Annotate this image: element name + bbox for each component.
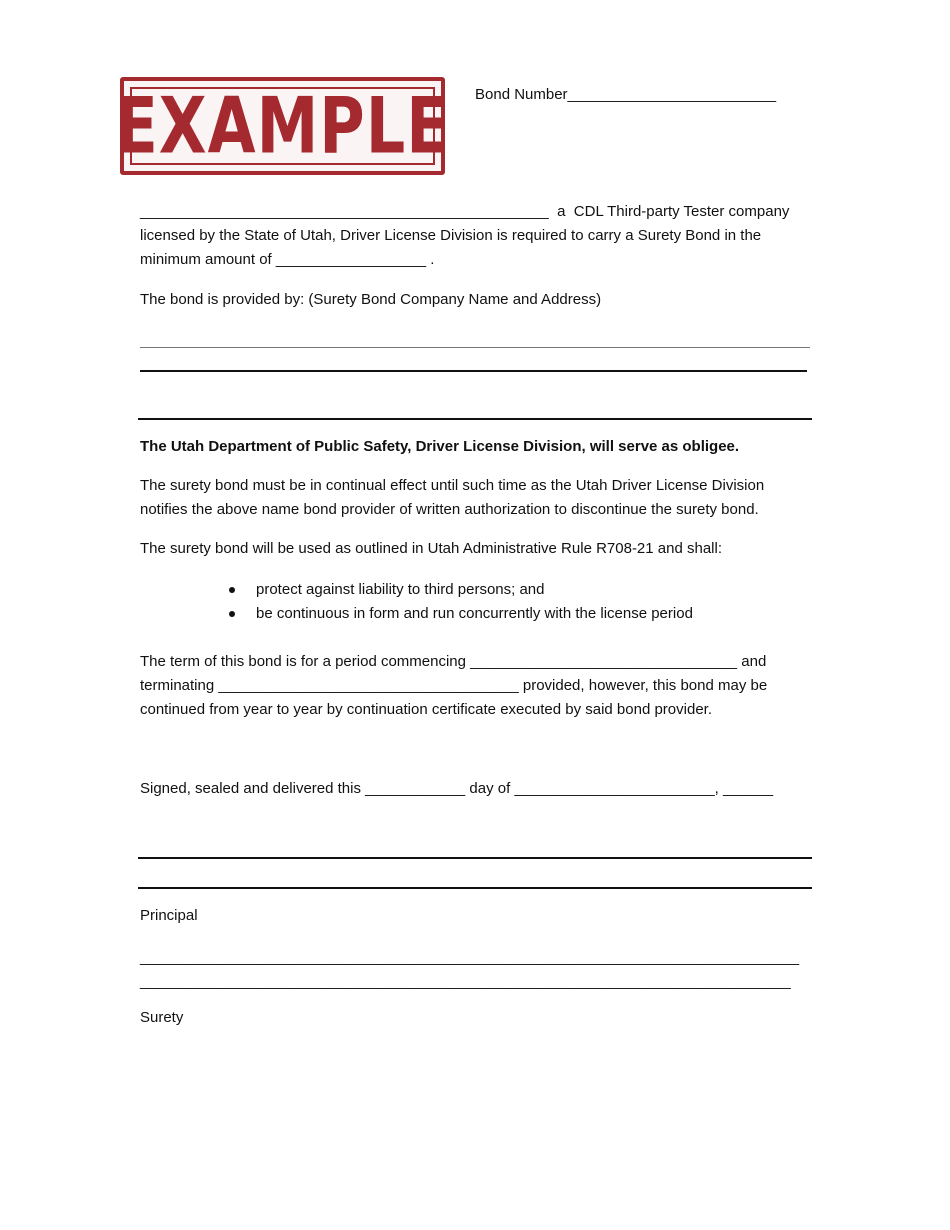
provided-by-text: The bond is provided by: (Surety Bond Company Name and Address) xyxy=(140,291,602,308)
principal-label: Principal xyxy=(140,907,198,924)
continual-line-2: notifies the above name bond provider of written authorization to discontinue the surety bond. xyxy=(140,501,759,518)
bullet-text-2: be continuous in form and run concurrently with the license period xyxy=(256,605,693,622)
continual-line-1: The surety bond must be in continual effect until such time as the Utah Driver License Division xyxy=(140,477,765,494)
bullet-text-1: protect against liability to third persons; and xyxy=(256,581,545,598)
surety-signature-line-2: ______________________________________________________________________________ xyxy=(140,973,791,990)
address-line-3 xyxy=(138,418,812,420)
rule-reference-text: The surety bond will be used as outlined in Utah Administrative Rule R708-21 and shall: xyxy=(140,540,722,557)
surety-signature-line-1: _______________________________________________________________________________ xyxy=(140,949,800,966)
example-stamp-logo xyxy=(115,77,450,175)
term-line-2: terminating ____________________________________ provided, however, this bond may be xyxy=(140,677,768,694)
term-line-3: continued from year to year by continuation certificate executed by said bond provider. xyxy=(140,701,712,718)
signature-rule-1 xyxy=(138,857,812,859)
stamp-word: EXAMPLE xyxy=(115,79,450,171)
intro-line-2: licensed by the State of Utah, Driver License Division is required to carry a Surety Bond in the xyxy=(140,227,762,244)
intro-line-3: minimum amount of __________________ . xyxy=(140,251,435,268)
signature-rule-2 xyxy=(138,887,812,889)
continual-paragraph xyxy=(140,474,764,522)
term-line-1: The term of this bond is for a period commencing ________________________________ and xyxy=(140,653,767,670)
obligee-statement: The Utah Department of Public Safety, Driver License Division, will serve as obligee. xyxy=(140,438,740,455)
bond-number-field: Bond Number_________________________ xyxy=(475,86,777,103)
address-line-2 xyxy=(140,370,807,372)
bullet-icon xyxy=(229,587,235,593)
term-paragraph xyxy=(140,650,767,722)
surety-label: Surety xyxy=(140,1009,184,1026)
bullet-icon xyxy=(229,611,235,617)
intro-paragraph xyxy=(140,200,789,272)
intro-line-1: _________________________________________________ a CDL Third-party Tester company xyxy=(140,203,790,220)
signed-sealed-line: Signed, sealed and delivered this ____________ day of ________________________, ______ xyxy=(140,780,774,797)
address-line-1 xyxy=(140,347,810,348)
